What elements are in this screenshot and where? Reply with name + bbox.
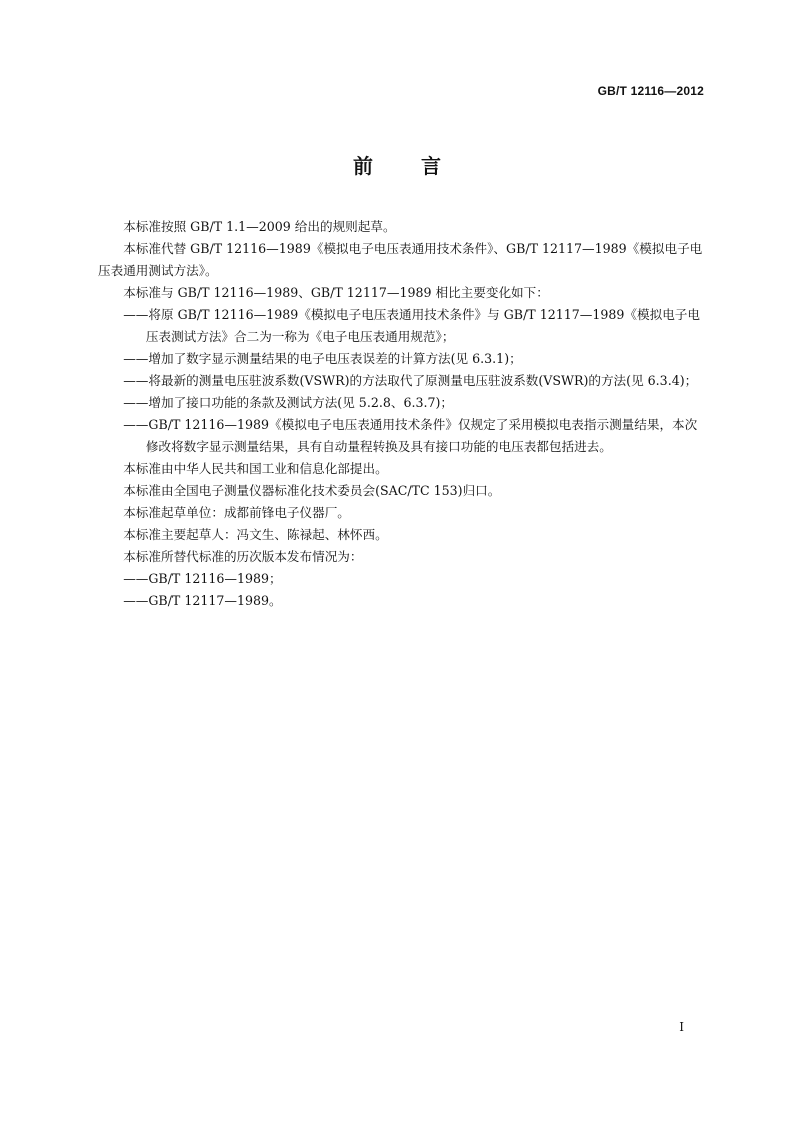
history-item-12117: ——GB/T 12117—1989。	[123, 593, 282, 608]
foreword-body	[98, 216, 708, 612]
standard-number: GB/T 12116—2012	[597, 84, 704, 98]
paragraph-replaces: 本标准代替 GB/T 12116—1989《模拟电子电压表通用技术条件》、GB/T 12117—1989《模拟电子电压表通用测试方法》。	[98, 241, 703, 278]
change-item-merge: ——将原 GB/T 12116—1989《模拟电子电压表通用技术条件》与 GB/T 12117—1989《模拟电子电压表测试方法》合二为一称为《电子电压表通用规范》；	[123, 307, 700, 344]
paragraph-committee: 本标准由全国电子测量仪器标准化技术委员会(SAC/TC 153)归口。	[123, 483, 501, 498]
change-item-interface: ——增加了接口功能的条款及测试方法(见 5.2.8、6.3.7)；	[123, 395, 453, 410]
change-item-scope: ——GB/T 12116—1989《模拟电子电压表通用技术条件》仅规定了采用模拟电表指示测量结果，本次修改将数字显示测量结果，具有自动量程转换及具有接口功能的电压表都包括进去。	[123, 417, 698, 454]
paragraph-proposer: 本标准由中华人民共和国工业和信息化部提出。	[123, 461, 388, 476]
page-title: 前言	[353, 154, 489, 178]
paragraph-changes-intro: 本标准与 GB/T 12116—1989、GB/T 12117—1989 相比主要变化如下：	[123, 285, 549, 300]
change-item-digital-error: ——增加了数字显示测量结果的电子电压表误差的计算方法(见 6.3.1)；	[123, 351, 522, 366]
paragraph-drafters: 本标准主要起草人：冯文生、陈禄起、林怀西。	[123, 527, 388, 542]
paragraph-history-intro: 本标准所替代标准的历次版本发布情况为：	[123, 549, 363, 564]
page-number: I	[679, 1020, 684, 1034]
paragraph-drafting-unit: 本标准起草单位：成都前锋电子仪器厂。	[123, 505, 350, 520]
change-item-vswr: ——将最新的测量电压驻波系数(VSWR)的方法取代了原测量电压驻波系数(VSWR)的方法(见 6.3.4)；	[123, 373, 698, 388]
history-item-12116: ——GB/T 12116—1989；	[123, 571, 282, 586]
paragraph-drafting-rules: 本标准按照 GB/T 1.1—2009 给出的规则起草。	[123, 219, 396, 234]
